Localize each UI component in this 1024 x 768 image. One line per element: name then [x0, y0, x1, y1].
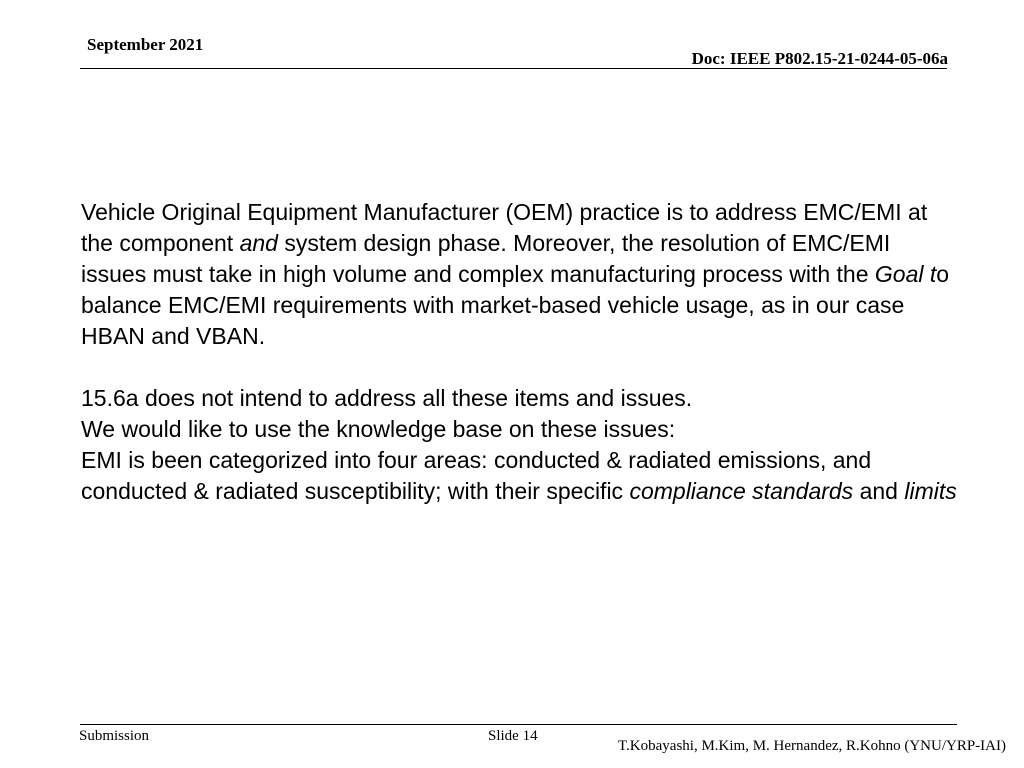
footer-submission: Submission: [79, 728, 150, 744]
para2-line-2: We would like to use the knowledge base on these issues:: [81, 416, 676, 442]
para2-line-1: 15.6a does not intend to address all these items and issues.: [81, 385, 693, 411]
footer-slide-number: Slide 14: [488, 728, 538, 744]
para1-italic-and: and: [239, 230, 278, 256]
para2-emi-categories: [81, 445, 961, 507]
para2-italic-compliance: compliance standards: [629, 478, 854, 504]
paragraph-spacer: [81, 352, 961, 383]
para1-italic-goal: Goal t: [874, 261, 937, 287]
para1-text-1: Vehicle Original Equipment Manufacturer (OEM) practice is to address EMC/EMI at the component: [81, 199, 928, 256]
header-divider: [80, 68, 947, 69]
header-doc-id: Doc: IEEE P802.15-21-0244-05-06a: [691, 49, 948, 68]
para1-text-2: system design phase. Moreover, the resolution of EMC/EMI issues must take in high volume and complex manufacturing process with the: [81, 230, 891, 287]
footer-divider: [80, 724, 957, 725]
para2-text-1: EMI is been categorized into four areas: conducted & radiated emissions, and conducted & radiated susceptibility; with their specific: [81, 447, 872, 504]
body-paragraph-scope: [81, 383, 961, 507]
header-date: September 2021: [87, 35, 204, 54]
para2-italic-limits: limits: [904, 478, 957, 504]
para2-text-2: and: [853, 478, 905, 504]
slide-body: [81, 197, 961, 507]
footer-authors: T.Kobayashi, M.Kim, M. Hernandez, R.Kohno (YNU/YRP-IAI): [618, 738, 1006, 754]
para1-text-3: o balance EMC/EMI requirements with market-based vehicle usage, as in our case HBAN and VBAN.: [81, 261, 950, 349]
body-paragraph-oem: [81, 197, 961, 352]
